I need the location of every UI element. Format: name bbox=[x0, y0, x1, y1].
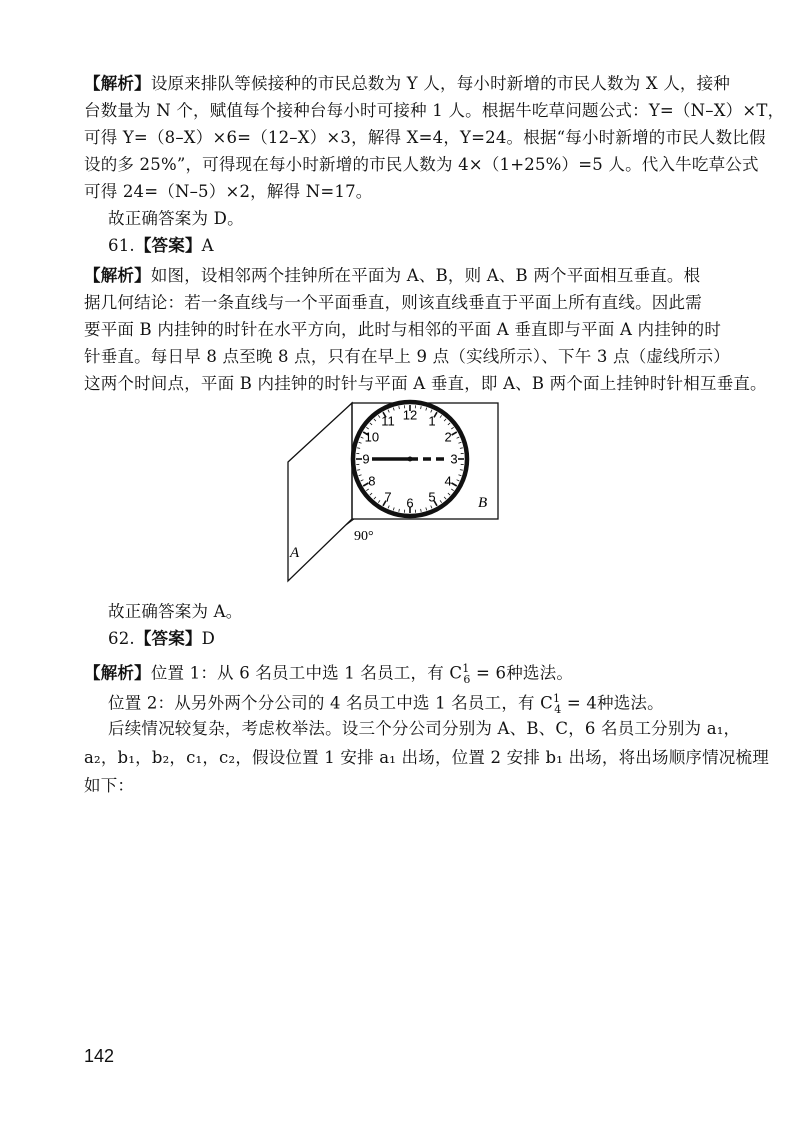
question-number: 62. bbox=[108, 629, 135, 648]
question-number: 61. bbox=[108, 236, 135, 255]
text: 设原来排队等候接种的市民总数为 Y 人，每小时新增的市民人数为 X 人，接种 bbox=[150, 74, 731, 93]
text: 位置 2：从另外两个分公司的 4 名员工中选 1 名员工，有 C bbox=[108, 693, 553, 713]
conclusion-line: 故正确答案为 D。 bbox=[108, 209, 244, 228]
analysis-line: 设的多 25%”，可得现在每小时新增的市民人数为 4×（1+25%）=5 人。代入牛吃草公式 bbox=[84, 155, 759, 174]
analysis-line: 要平面 B 内挂钟的时针在水平方向，此时与相邻的平面 A 垂直即与平面 A 内挂钟的时 bbox=[84, 320, 722, 339]
answer-value: A bbox=[201, 236, 214, 255]
clock-number: 5 bbox=[428, 489, 436, 505]
comb-sup: 1 bbox=[462, 662, 470, 675]
angle-label: 90° bbox=[354, 529, 374, 544]
analysis-tag: 【解析】 bbox=[84, 74, 151, 93]
answer-line-61 bbox=[108, 234, 724, 258]
text: 如图，设相邻两个挂钟所在平面为 A、B，则 A、B 两个平面相互垂直。根 bbox=[150, 266, 701, 285]
analysis-line: 针垂直。每日早 8 点至晚 8 点，只有在早上 9 点（实线所示）、下午 3 点（虚线所示） bbox=[84, 347, 730, 366]
comb-sup: 1 bbox=[553, 692, 561, 705]
clock-number: 2 bbox=[444, 429, 452, 445]
analysis-line: 如下： bbox=[84, 776, 135, 795]
clock-number: 10 bbox=[364, 429, 380, 445]
text: = 4种选法。 bbox=[561, 693, 664, 713]
text: 位置 1：从 6 名员工中选 1 名员工，有 C bbox=[150, 663, 463, 683]
clock-number: 4 bbox=[444, 473, 452, 489]
clock-number: 3 bbox=[450, 451, 458, 467]
analysis-line: 后续情况较复杂，考虑枚举法。设三个分公司分别为 A、B、C，6 名员工分别为 a₁， bbox=[108, 719, 741, 738]
answer-tag: 【答案】 bbox=[134, 629, 202, 648]
clock-number: 8 bbox=[368, 473, 376, 489]
analysis-tag: 【解析】 bbox=[84, 266, 151, 285]
clock-number: 1 bbox=[428, 413, 436, 429]
analysis-line bbox=[84, 264, 724, 288]
clock-number: 7 bbox=[384, 489, 392, 505]
plane-a-label: A bbox=[290, 545, 300, 561]
answer-tag: 【答案】 bbox=[134, 236, 202, 255]
conclusion-line: 故正确答案为 A。 bbox=[108, 602, 243, 621]
analysis-line: 这两个时间点，平面 B 内挂钟的时针与平面 A 垂直，即 A、B 两个面上挂钟时针相互垂直。 bbox=[84, 374, 767, 393]
clock-number: 6 bbox=[406, 495, 414, 511]
analysis-line: 可得 Y=（8–X）×6=（12–X）×3，解得 X=4，Y=24。根据“每小时新增的市民人数比假 bbox=[84, 128, 766, 147]
clock-center bbox=[408, 457, 413, 462]
analysis-tag: 【解析】 bbox=[84, 663, 151, 683]
text: = 6种选法。 bbox=[470, 663, 574, 683]
answer-line-62 bbox=[108, 627, 724, 651]
clock-number: 12 bbox=[402, 407, 418, 423]
clock-planes-figure bbox=[282, 397, 502, 587]
clock-number: 11 bbox=[381, 413, 395, 429]
analysis-line: a₂，b₁，b₂，c₁，c₂，假设位置 1 安排 a₁ 出场，位置 2 安排 b₁ 出场，将出场顺序情况梳理 bbox=[84, 748, 769, 767]
clock-number: 9 bbox=[362, 451, 370, 467]
answer-value: D bbox=[201, 629, 216, 648]
analysis-line bbox=[84, 72, 731, 96]
analysis-line: 可得 24=（N–5）×2，解得 N=17。 bbox=[84, 182, 373, 201]
comb-sub: 6 bbox=[463, 672, 471, 686]
analysis-line: 台数量为 N 个，赋值每个接种台每小时可接种 1 人。根据牛吃草问题公式：Y=（N–X）×T， bbox=[84, 101, 785, 120]
analysis-line: 据几何结论：若一条直线与一个平面垂直，则该直线垂直于平面上所有直线。因此需 bbox=[84, 293, 702, 312]
comb-sub: 4 bbox=[554, 702, 562, 716]
plane-b-label: B bbox=[478, 495, 488, 511]
page-number: 142 bbox=[84, 1046, 115, 1066]
